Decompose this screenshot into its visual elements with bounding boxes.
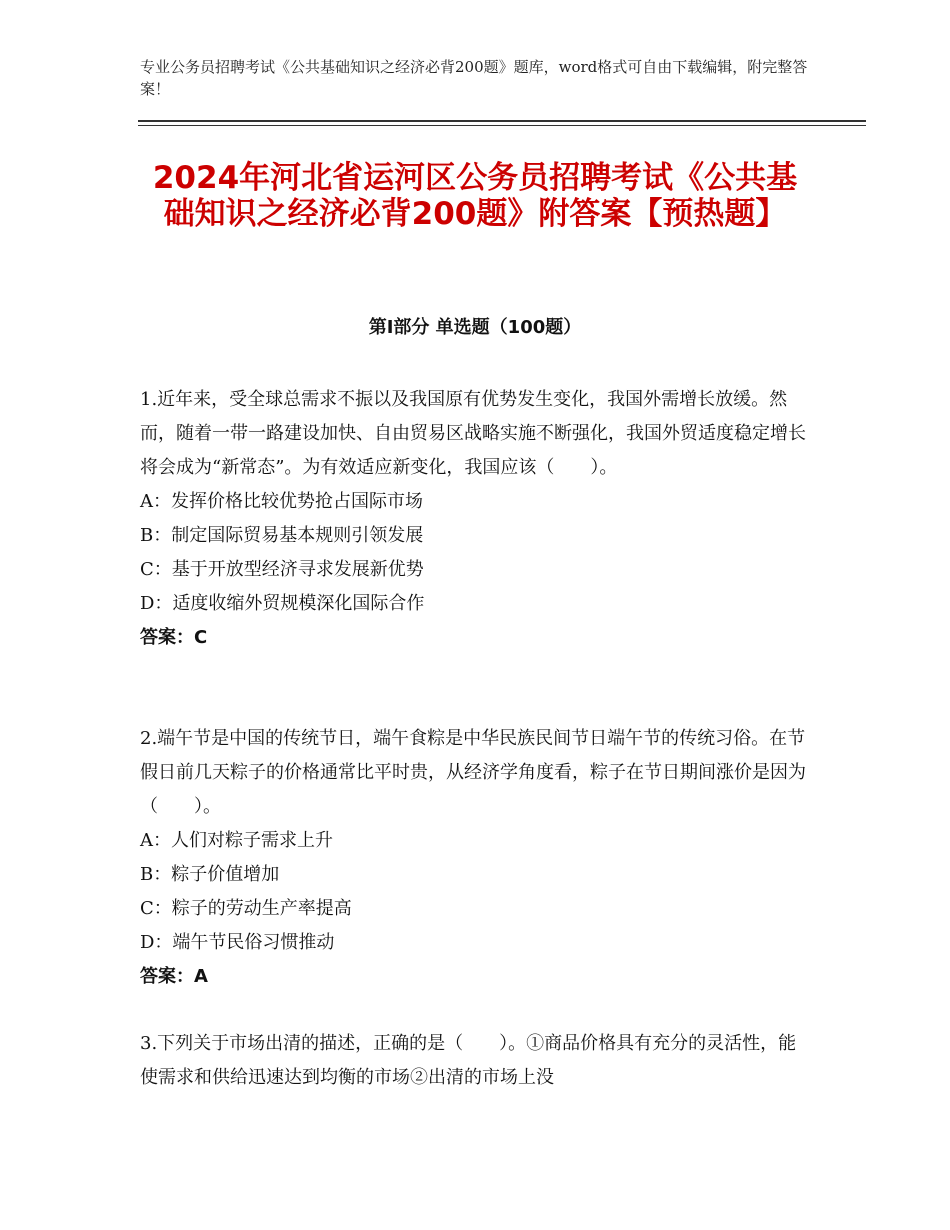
question-stem: 2.端午节是中国的传统节日，端午食粽是中华民族民间节日端午节的传统习俗。在节假日前几天粽子的价格通常比平时贵，从经济学角度看，粽子在节日期间涨价是因为（ ）。: [140, 728, 806, 817]
question-stem: 1.近年来，受全球总需求不振以及我国原有优势发生变化，我国外需增长放缓。然而，随着一带一路建设加快、自由贸易区战略实施不断强化，我国外贸适度稳定增长将会成为“新常态”。为有效适应新变化，我国应该（ ）。: [140, 389, 806, 478]
option-a: A：发挥价格比较优势抢占国际市场: [140, 491, 423, 512]
section-title: 第Ⅰ部分 单选题（100题）: [368, 317, 582, 338]
option-b: B：粽子价值增加: [140, 864, 280, 885]
question-stem: 3.下列关于市场出清的描述，正确的是（ ）。①商品价格具有充分的灵活性，能使需求和供给迅速达到均衡的市场②出清的市场上没: [140, 1033, 797, 1088]
question-1: [140, 383, 810, 655]
option-d: D：适度收缩外贸规模深化国际合作: [140, 593, 425, 614]
header-divider-thin: [138, 125, 866, 126]
option-c: C：粽子的劳动生产率提高: [140, 898, 352, 919]
document-title: 2024年河北省运河区公务员招聘考试《公共基础知识之经济必背200题》附答案【预热题】: [152, 160, 798, 232]
question-2: [140, 722, 810, 994]
answer: 答案：C: [140, 627, 208, 648]
answer: 答案：A: [140, 966, 208, 987]
header-divider: [138, 120, 866, 122]
option-d: D：端午节民俗习惯推动: [140, 932, 335, 953]
question-3: [140, 1027, 810, 1095]
option-c: C：基于开放型经济寻求发展新优势: [140, 559, 424, 580]
header-note: 专业公务员招聘考试《公共基础知识之经济必背200题》题库，word格式可自由下载编辑，附完整答案！: [140, 58, 808, 98]
option-b: B：制定国际贸易基本规则引领发展: [140, 525, 424, 546]
option-a: A：人们对粽子需求上升: [140, 830, 333, 851]
